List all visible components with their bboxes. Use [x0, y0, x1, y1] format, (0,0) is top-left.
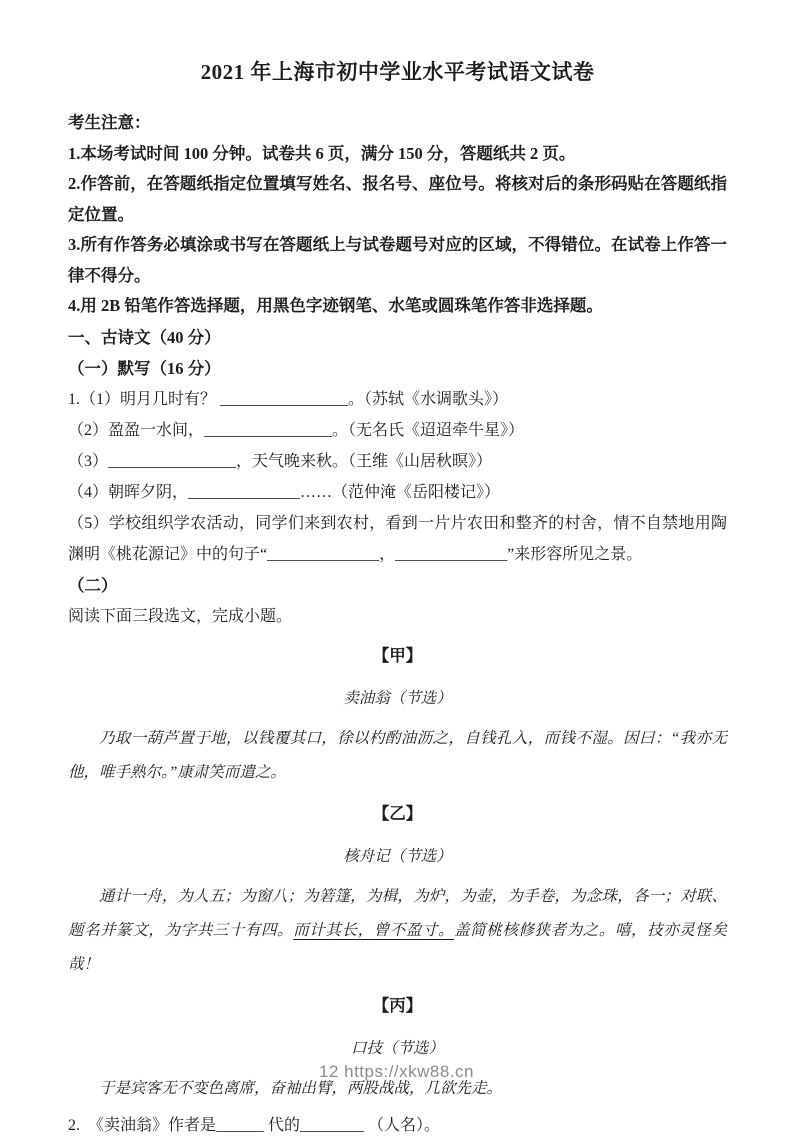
passage-yi-label: 【乙】: [372, 803, 423, 823]
passage-jia-label: 【甲】: [372, 645, 423, 665]
passage-yi-text-before: 通计一舟，为人五；为窗八；为箬篷，为楫，为炉，为壶，为手卷，为念珠，各一；对联、题名并篆文，为字共三十有四。: [68, 887, 727, 939]
passage-yi-text-after: 盖简桃核修狭者为之。嘻，技亦灵怪矣哉！: [68, 921, 727, 973]
notice-heading: 考生注意：: [68, 113, 151, 132]
page-title: 2021 年上海市初中学业水平考试语文试卷: [200, 60, 595, 84]
dictation-item-5: （5）学校组织学农活动，同学们来到农村，看到一片片农田和整齐的村舍，情不自禁地用陶渊明《桃花源记》中的句子“______________，______________”来形容所见之景。: [68, 514, 727, 563]
passage-bing: [68, 991, 727, 1106]
passage-jia-title: 卖油翁（节选）: [343, 689, 452, 707]
passage-bing-title: 口技（节选）: [350, 1039, 444, 1057]
passage-yi-title: 核舟记（节选）: [343, 847, 452, 865]
section-heading-ancient-poetry: 一、古诗文（40 分）: [68, 327, 221, 347]
subsection-heading-dictation: （一）默写（16 分）: [68, 358, 221, 378]
notice-item-1: 1.本场考试时间 100 分钟。试卷共 6 页，满分 150 分，答题纸共 2 页。: [68, 143, 576, 163]
passage-yi: [68, 799, 727, 982]
dictation-item-4: （4）朝晖夕阴，______________……（范仲淹《岳阳楼记》）: [68, 483, 501, 501]
dictation-questions: [68, 384, 727, 570]
candidate-notice: [68, 108, 727, 322]
passage-bing-text: 于是宾客无不变色离席，奋袖出臂，两股战战，几欲先走。: [99, 1079, 503, 1097]
subsection-heading-two: （二）: [68, 575, 118, 595]
question-2: 2. 《卖油翁》作者是______ 代的________ （人名）。: [68, 1116, 441, 1134]
passage-bing-label: 【丙】: [372, 995, 423, 1015]
passage-jia: [68, 641, 727, 790]
notice-item-4: 4.用 2B 铅笔作答选择题，用黑色字迹钢笔、水笔或圆珠笔作答非选择题。: [68, 296, 603, 315]
reading-intro: 阅读下面三段选文，完成小题。: [68, 607, 293, 625]
underlined-phrase: 而计其长，曾不盈寸。: [293, 921, 455, 939]
dictation-item-1: 1.（1）明月几时有？ ________________。（苏轼《水调歌头》）: [68, 390, 509, 408]
notice-item-2: 2.作答前，在答题纸指定位置填写姓名、报名号、座位号。将核对后的条形码贴在答题纸指定位置。: [68, 174, 727, 224]
passage-jia-text: 乃取一葫芦置于地，以钱覆其口，徐以杓酌油沥之，自钱孔入，而钱不湿。因曰：“我亦无他，唯手熟尔。”康肃笑而遣之。: [68, 729, 727, 781]
passage-yi-text: [68, 880, 727, 982]
dictation-item-2: （2）盈盈一水间，________________。（无名氏《迢迢牵牛星》）: [68, 421, 525, 439]
page-footer: 12 https://xkw88.cn: [318, 1062, 475, 1081]
notice-item-3: 3.所有作答务必填涂或书写在答题纸上与试卷题号对应的区域，不得错位。在试卷上作答一律不得分。: [68, 235, 727, 285]
dictation-item-3: （3）________________，天气晚来秋。（王维《山居秋暝》）: [68, 452, 493, 470]
